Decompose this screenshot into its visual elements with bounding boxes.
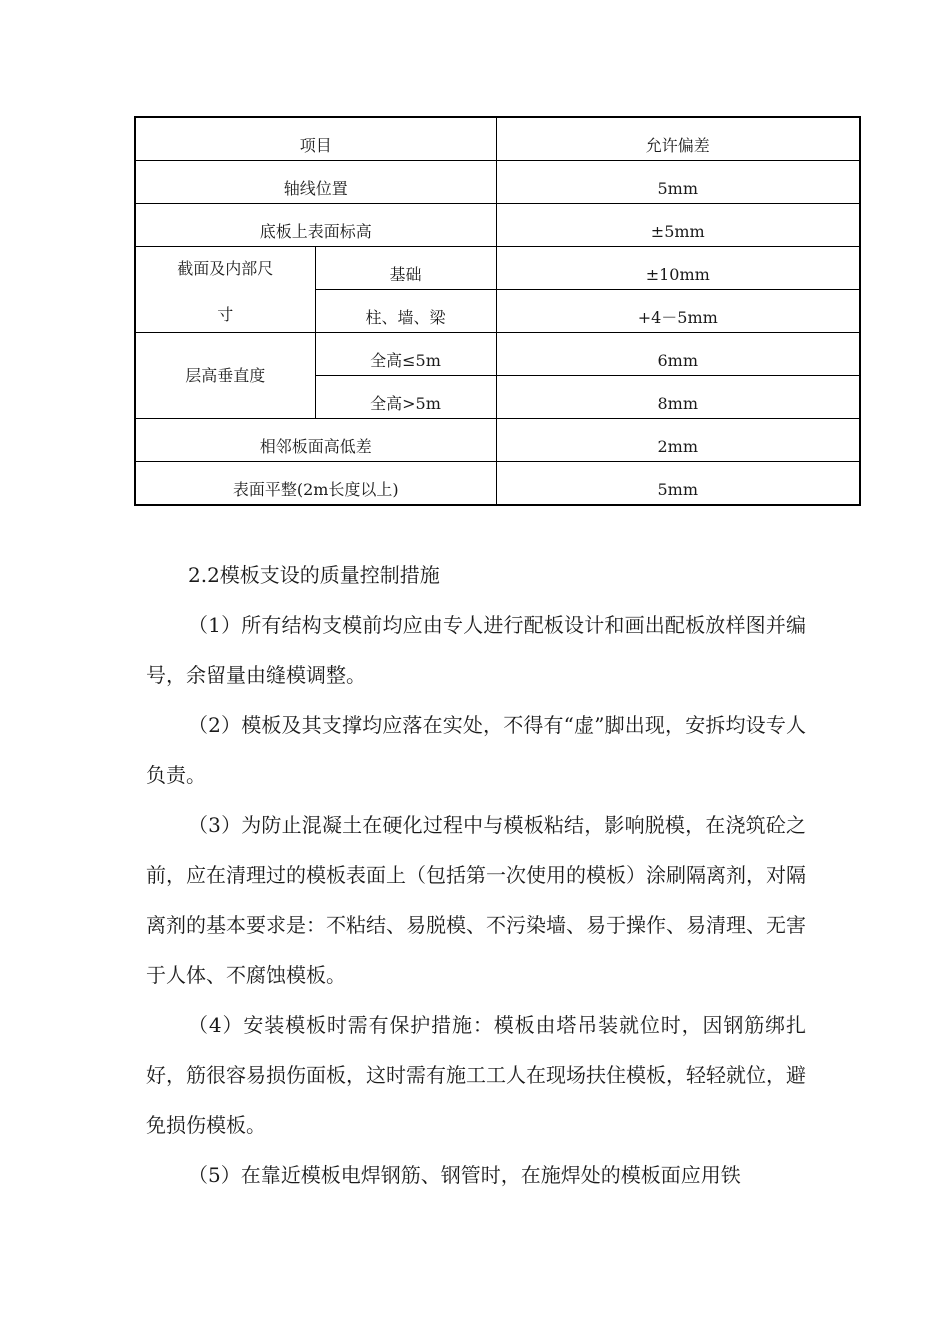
row-label: 底板上表面标高	[135, 204, 496, 247]
table-row	[135, 333, 860, 376]
row-group-label	[135, 247, 315, 333]
group-label-bottom: 寸	[217, 304, 234, 324]
tolerance-table	[134, 116, 861, 506]
paragraph: （2）模板及其支撑均应落在实处，不得有“虚”脚出现，安拆均设专人负责。	[146, 713, 806, 787]
table-row	[135, 204, 860, 247]
row-label: 表面平整(2m长度以上)	[135, 462, 496, 506]
table-row	[135, 117, 860, 161]
row-value: ±10mm	[496, 247, 860, 290]
sub-label: 全高>5m	[315, 376, 496, 419]
paragraph: （4）安装模板时需有保护措施：模板由塔吊装就位时，因钢筋绑扎好，筋很容易损伤面板，这时需有施工工人在现场扶住模板，轻轻就位，避免损伤模板。	[146, 1013, 806, 1137]
group-label-top: 截面及内部尺	[177, 258, 274, 278]
row-value: 6mm	[496, 333, 860, 376]
table-row	[135, 161, 860, 204]
paragraph: （1）所有结构支模前均应由专人进行配板设计和画出配板放样图并编号，余留量由缝模调整。	[146, 613, 806, 687]
section-heading: 2.2模板支设的质量控制措施	[188, 563, 440, 587]
table-row	[135, 462, 860, 506]
row-group-label: 层高垂直度	[135, 333, 315, 419]
row-value: ±5mm	[496, 204, 860, 247]
row-value: 2mm	[496, 419, 860, 462]
row-value: 5mm	[496, 161, 860, 204]
table-row	[135, 419, 860, 462]
paragraph: （5）在靠近模板电焊钢筋、钢管时，在施焊处的模板面应用铁	[188, 1163, 741, 1187]
sub-label: 基础	[315, 247, 496, 290]
paragraph: （3）为防止混凝土在硬化过程中与模板粘结，影响脱模，在浇筑砼之前，应在清理过的模板表面上（包括第一次使用的模板）涂刷隔离剂，对隔离剂的基本要求是：不粘结、易脱模、不污染墙、易于操作、易清理、无害于人体、不腐蚀模板。	[146, 813, 806, 987]
row-label: 相邻板面高低差	[135, 419, 496, 462]
body-text	[146, 550, 806, 1200]
sub-label: 全高≤5m	[315, 333, 496, 376]
row-value: +4－5mm	[496, 290, 860, 333]
row-value: 8mm	[496, 376, 860, 419]
row-label: 轴线位置	[135, 161, 496, 204]
header-item: 项目	[135, 117, 496, 161]
sub-label: 柱、墙、梁	[315, 290, 496, 333]
table-row	[135, 247, 860, 290]
header-tolerance: 允许偏差	[496, 117, 860, 161]
row-value: 5mm	[496, 462, 860, 506]
